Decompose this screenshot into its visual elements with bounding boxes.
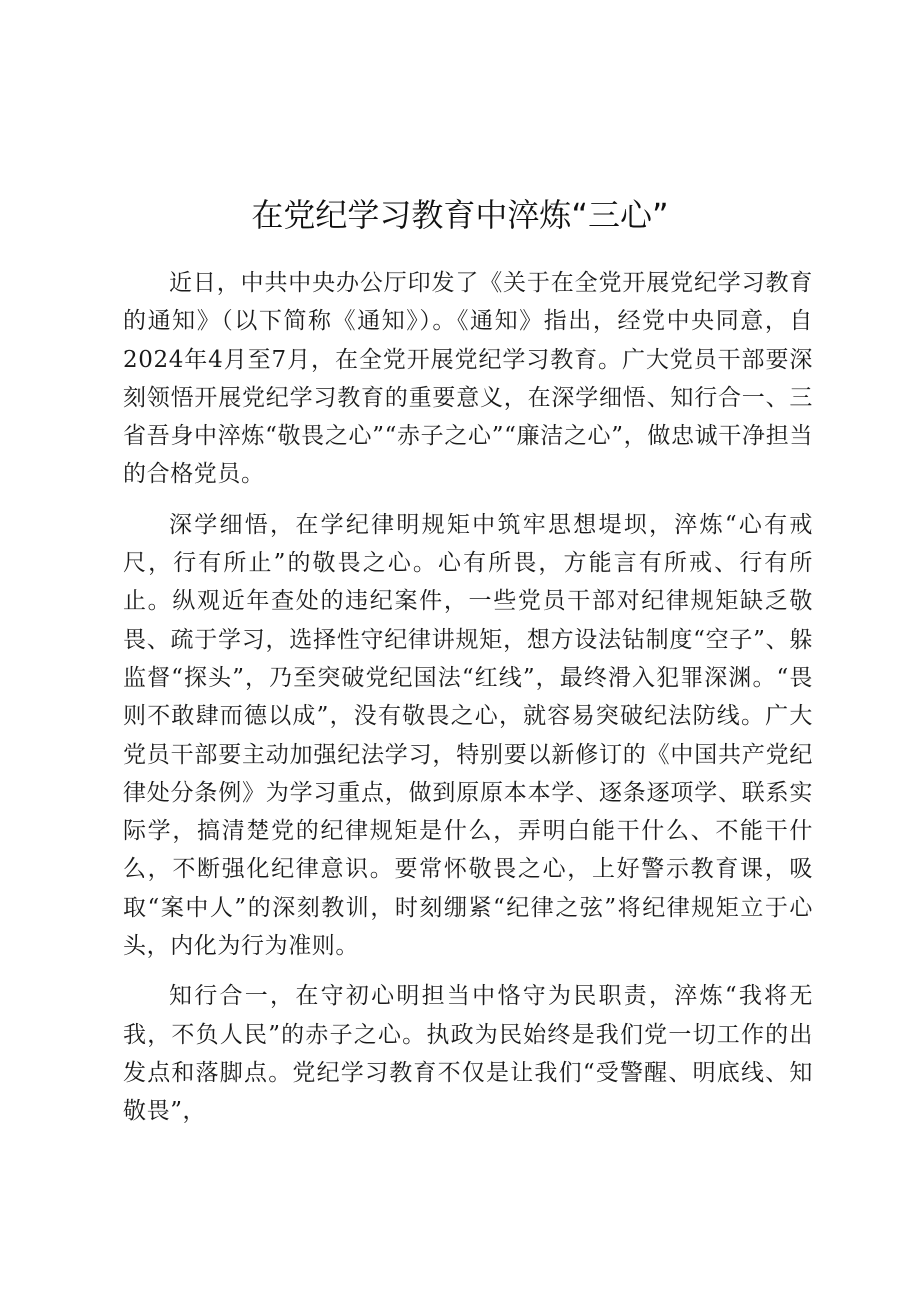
document-body (123, 264, 813, 1131)
document-title: 在党纪学习教育中淬炼“三心” (251, 196, 669, 235)
paragraph-devotion: 知行合一，在守初心明担当中恪守为民职责，淬炼“我将无我，不负人民”的赤子之心。执政为民始终是我们党一切工作的出发点和落脚点。党纪学习教育不仅是让我们“受警醒、明底线、知敬畏”， (123, 983, 813, 1125)
paragraph-intro: 近日，中共中央办公厅印发了《关于在全党开展党纪学习教育的通知》（以下简称《通知》）。《通知》指出，经党中央同意，自2024年4月至7月，在全党开展党纪学习教育。广大党员干部要深刻领悟开展党纪学习教育的重要意义，在深学细悟、知行合一、三省吾身中淬炼“敬畏之心”“赤子之心”“廉洁之心”，做忠诚干净担当的合格党员。 (123, 270, 813, 488)
paragraph-reverence: 深学细悟，在学纪律明规矩中筑牢思想堤坝，淬炼“心有戒尺，行有所止”的敬畏之心。心有所畏，方能言有所戒、行有所止。纵观近年查处的违纪案件，一些党员干部对纪律规矩缺乏敬畏、疏于学习，选择性守纪律讲规矩，想方设法钻制度“空子”、躲监督“探头”，乃至突破党纪国法“红线”，最终滑入犯罪深渊。“畏则不敢肆而德以成”，没有敬畏之心，就容易突破纪法防线。广大党员干部要主动加强纪法学习，特别要以新修订的《中国共产党纪律处分条例》为学习重点，做到原原本本学、逐条逐项学、联系实际学，搞清楚党的纪律规矩是什么，弄明白能干什么、不能干什么，不断强化纪律意识。要常怀敬畏之心，上好警示教育课，吸取“案中人”的深刻教训，时刻绷紧“纪律之弦”将纪律规矩立于心头，内化为行为准则。 (123, 511, 813, 960)
